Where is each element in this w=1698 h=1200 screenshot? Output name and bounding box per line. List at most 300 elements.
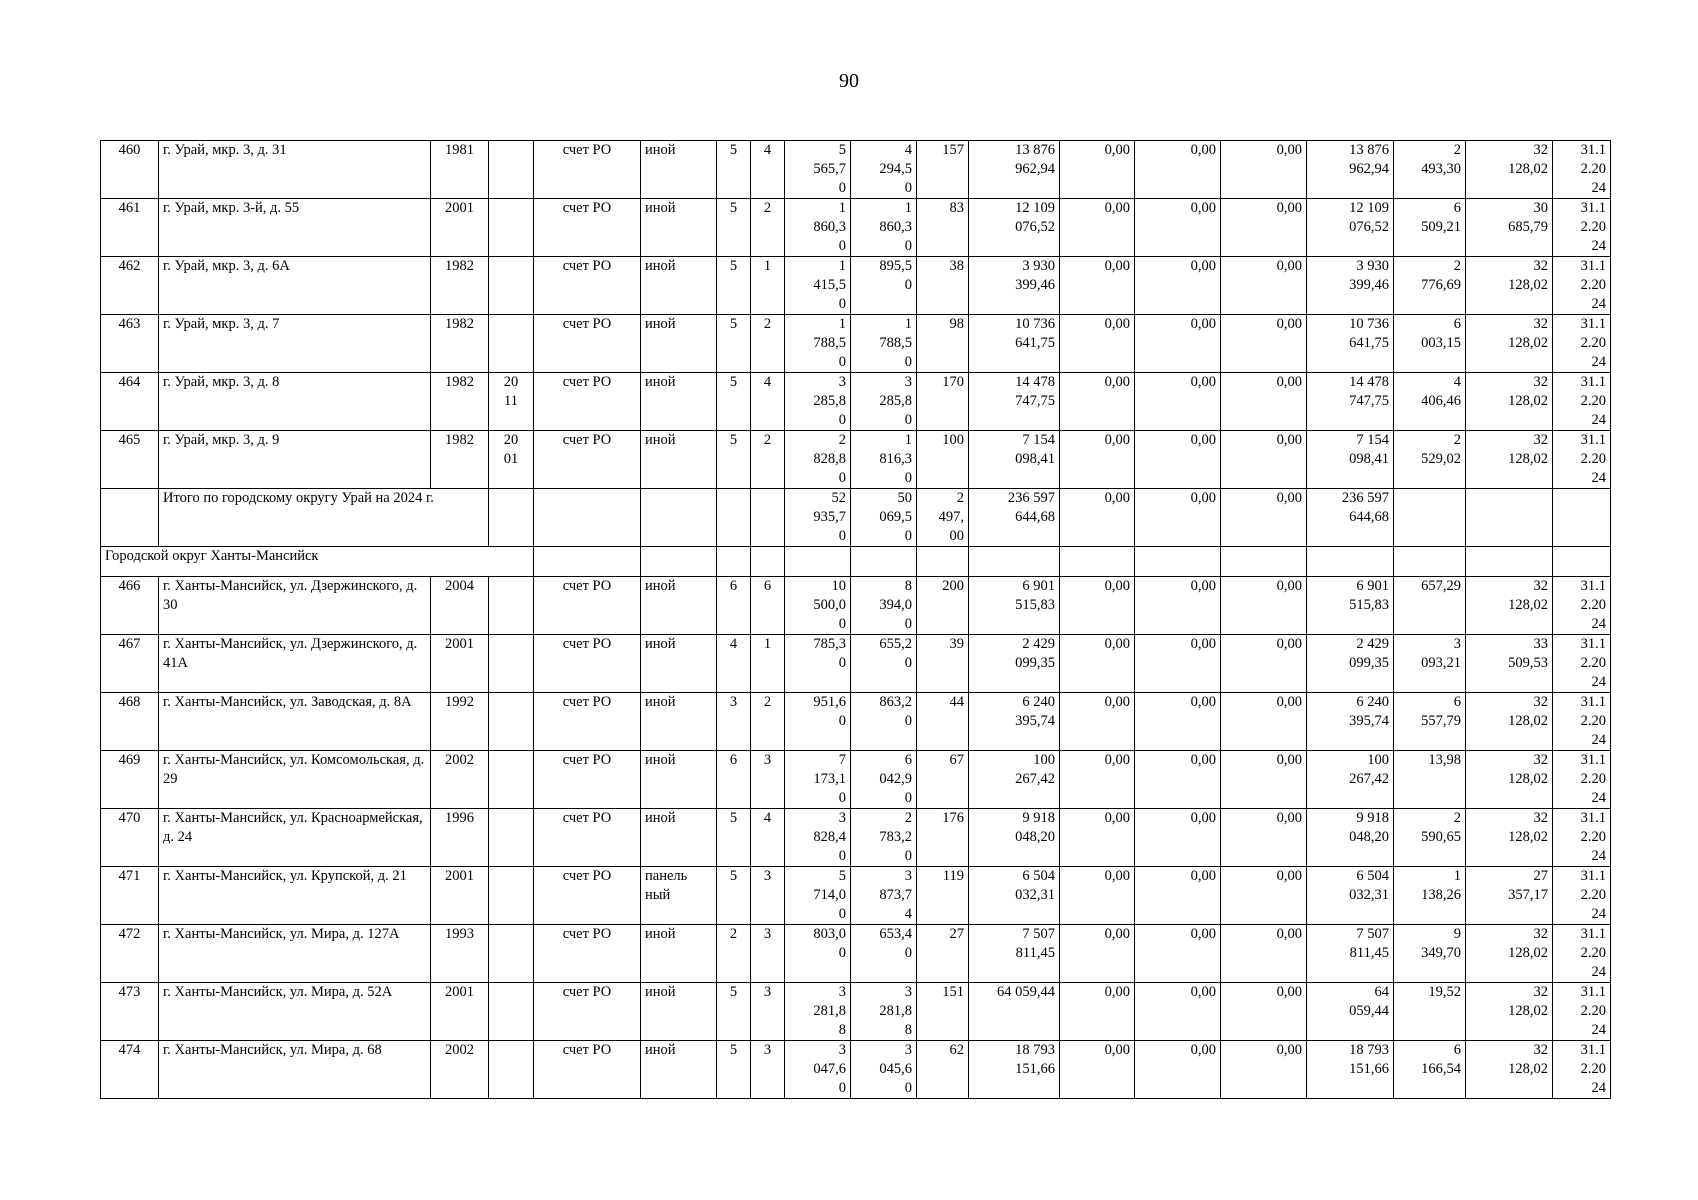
total-cost-total-cell: 236 597 644,68	[969, 489, 1060, 547]
limit-per-sqm-cell: 32 128,02	[1466, 693, 1553, 751]
cost-fund-reform-cell: 0,00	[1060, 693, 1135, 751]
row-number-cell: 474	[101, 1041, 159, 1099]
completion-date-cell	[1553, 547, 1611, 577]
cost-per-sqm-cell: 3 093,21	[1394, 635, 1466, 693]
living-area-cell: 655,2 0	[851, 635, 917, 693]
cost-per-sqm-cell: 2 776,69	[1394, 257, 1466, 315]
cost-regional-budget-cell: 0,00	[1135, 373, 1221, 431]
floors-cell: 5	[717, 315, 751, 373]
cost-local-budget-cell: 0,00	[1221, 693, 1307, 751]
residents-cell: 98	[917, 315, 969, 373]
row-number-cell: 465	[101, 431, 159, 489]
funding-method-cell: счет РО	[534, 141, 641, 199]
funding-method-cell: счет РО	[534, 635, 641, 693]
residents-cell: 67	[917, 751, 969, 809]
cost-regional-budget-total-cell: 0,00	[1135, 489, 1221, 547]
limit-per-sqm-cell: 32 128,02	[1466, 983, 1553, 1041]
cost-regional-budget-cell: 0,00	[1135, 1041, 1221, 1099]
year-renovated-cell	[489, 635, 534, 693]
limit-per-sqm-cell: 32 128,02	[1466, 431, 1553, 489]
total-cost-cell: 13 876 962,94	[969, 141, 1060, 199]
table-row	[101, 925, 1611, 983]
total-cost-cell: 14 478 747,75	[969, 373, 1060, 431]
year-renovated-cell	[489, 809, 534, 867]
cost-owners-cell: 6 240 395,74	[1307, 693, 1394, 751]
wall-material-cell: иной	[641, 751, 717, 809]
funding-method-cell	[534, 489, 641, 547]
cost-per-sqm-cell: 4 406,46	[1394, 373, 1466, 431]
total-label: Итого по городскому округу Урай на 2024 г.	[159, 489, 489, 547]
address-cell: г. Ханты-Мансийск, ул. Мира, д. 52А	[159, 983, 431, 1041]
living-area-cell: 1 860,3 0	[851, 199, 917, 257]
table-row	[101, 809, 1611, 867]
floors-cell: 5	[717, 867, 751, 925]
cost-regional-budget-cell: 0,00	[1135, 577, 1221, 635]
completion-date-cell: 31.1 2.20 24	[1553, 199, 1611, 257]
funding-method-cell: счет РО	[534, 925, 641, 983]
cost-fund-reform-cell: 0,00	[1060, 635, 1135, 693]
total-cost-cell: 10 736 641,75	[969, 315, 1060, 373]
cost-owners-cell: 64 059,44	[1307, 983, 1394, 1041]
completion-date-cell: 31.1 2.20 24	[1553, 635, 1611, 693]
year-built-cell: 1981	[431, 141, 489, 199]
total-area-cell: 1 860,3 0	[785, 199, 851, 257]
table-row	[101, 693, 1611, 751]
total-cost-cell: 7 154 098,41	[969, 431, 1060, 489]
residents-cell: 100	[917, 431, 969, 489]
cost-per-sqm-cell: 2 590,65	[1394, 809, 1466, 867]
year-built-cell: 2002	[431, 1041, 489, 1099]
cost-regional-budget-cell: 0,00	[1135, 257, 1221, 315]
cost-per-sqm-cell: 6 003,15	[1394, 315, 1466, 373]
entrances-cell: 2	[751, 431, 785, 489]
table-row	[101, 373, 1611, 431]
funding-method-cell: счет РО	[534, 315, 641, 373]
cost-local-budget-cell: 0,00	[1221, 315, 1307, 373]
row-number-cell: 471	[101, 867, 159, 925]
total-area-cell: 3 281,8 8	[785, 983, 851, 1041]
row-number-cell: 464	[101, 373, 159, 431]
cost-regional-budget-cell: 0,00	[1135, 983, 1221, 1041]
cost-fund-reform-cell: 0,00	[1060, 983, 1135, 1041]
cost-local-budget-cell: 0,00	[1221, 925, 1307, 983]
table-row	[101, 577, 1611, 635]
floors-cell: 5	[717, 141, 751, 199]
funding-method-cell: счет РО	[534, 577, 641, 635]
living-area-cell: 863,2 0	[851, 693, 917, 751]
table-row	[101, 983, 1611, 1041]
cost-regional-budget-cell: 0,00	[1135, 199, 1221, 257]
cost-per-sqm-cell: 2 493,30	[1394, 141, 1466, 199]
address-cell: г. Ханты-Мансийск, ул. Мира, д. 127А	[159, 925, 431, 983]
floors-cell: 4	[717, 635, 751, 693]
wall-material-cell: иной	[641, 431, 717, 489]
cost-owners-cell: 10 736 641,75	[1307, 315, 1394, 373]
floors-cell: 5	[717, 809, 751, 867]
limit-per-sqm-cell: 27 357,17	[1466, 867, 1553, 925]
cost-local-budget-cell: 0,00	[1221, 635, 1307, 693]
cost-fund-reform-cell: 0,00	[1060, 431, 1135, 489]
row-number-cell: 472	[101, 925, 159, 983]
completion-date-cell: 31.1 2.20 24	[1553, 867, 1611, 925]
total-row	[101, 489, 1611, 547]
cost-local-budget-cell: 0,00	[1221, 257, 1307, 315]
funding-method-cell: счет РО	[534, 431, 641, 489]
year-renovated-cell	[489, 693, 534, 751]
limit-per-sqm-cell: 32 128,02	[1466, 1041, 1553, 1099]
address-cell: г. Урай, мкр. 3, д. 7	[159, 315, 431, 373]
entrances-cell: 4	[751, 373, 785, 431]
entrances-cell	[751, 489, 785, 547]
cost-per-sqm-cell: 1 138,26	[1394, 867, 1466, 925]
wall-material-cell: иной	[641, 141, 717, 199]
total-area-cell: 10 500,0 0	[785, 577, 851, 635]
funding-method-cell: счет РО	[534, 809, 641, 867]
floors-cell: 2	[717, 925, 751, 983]
living-area-cell: 8 394,0 0	[851, 577, 917, 635]
residents-cell: 39	[917, 635, 969, 693]
residents-cell: 44	[917, 693, 969, 751]
cost-fund-reform-cell: 0,00	[1060, 751, 1135, 809]
living-area-cell: 2 783,2 0	[851, 809, 917, 867]
row-number-cell: 462	[101, 257, 159, 315]
year-renovated-cell: 20 01	[489, 431, 534, 489]
cost-regional-budget-cell: 0,00	[1135, 925, 1221, 983]
cost-local-budget-cell: 0,00	[1221, 1041, 1307, 1099]
funding-method-cell: счет РО	[534, 867, 641, 925]
total-cost-cell: 6 504 032,31	[969, 867, 1060, 925]
completion-date-cell: 31.1 2.20 24	[1553, 751, 1611, 809]
limit-per-sqm-cell: 32 128,02	[1466, 373, 1553, 431]
cost-owners-total-cell: 236 597 644,68	[1307, 489, 1394, 547]
cost-per-sqm-cell: 19,52	[1394, 983, 1466, 1041]
entrances-cell: 4	[751, 809, 785, 867]
wall-material-cell: иной	[641, 257, 717, 315]
total-cost-cell: 100 267,42	[969, 751, 1060, 809]
cost-fund-reform-cell: 0,00	[1060, 141, 1135, 199]
year-built-cell: 1982	[431, 373, 489, 431]
row-number-cell: 461	[101, 199, 159, 257]
cost-local-budget-cell: 0,00	[1221, 141, 1307, 199]
year-renovated-cell	[489, 199, 534, 257]
cost-local-budget-cell: 0,00	[1221, 373, 1307, 431]
cost-regional-budget-cell: 0,00	[1135, 315, 1221, 373]
living-area-cell: 895,5 0	[851, 257, 917, 315]
residents-cell: 151	[917, 983, 969, 1041]
cost-owners-cell: 6 504 032,31	[1307, 867, 1394, 925]
year-built-cell: 2001	[431, 867, 489, 925]
wall-material-cell	[641, 489, 717, 547]
address-cell: г. Урай, мкр. 3, д. 31	[159, 141, 431, 199]
living-area-cell: 1 788,5 0	[851, 315, 917, 373]
cost-per-sqm-total-cell	[1394, 489, 1466, 547]
year-built-cell: 2002	[431, 751, 489, 809]
cost-owners-cell: 7 154 098,41	[1307, 431, 1394, 489]
limit-per-sqm-total-cell	[1466, 489, 1553, 547]
cost-fund-reform-cell: 0,00	[1060, 867, 1135, 925]
floors-cell: 5	[717, 257, 751, 315]
total-cost-cell: 6 901 515,83	[969, 577, 1060, 635]
completion-date-cell: 31.1 2.20 24	[1553, 1041, 1611, 1099]
address-cell: г. Урай, мкр. 3, д. 6А	[159, 257, 431, 315]
residents-cell: 83	[917, 199, 969, 257]
table-row	[101, 257, 1611, 315]
funding-method-cell: счет РО	[534, 373, 641, 431]
entrances-cell: 3	[751, 867, 785, 925]
year-built-cell: 2001	[431, 635, 489, 693]
total-area-cell: 1 415,5 0	[785, 257, 851, 315]
entrances-cell: 6	[751, 577, 785, 635]
year-renovated-cell	[489, 489, 534, 547]
cost-per-sqm-cell: 657,29	[1394, 577, 1466, 635]
year-renovated-cell	[489, 257, 534, 315]
wall-material-cell: иной	[641, 693, 717, 751]
cost-regional-budget-cell: 0,00	[1135, 809, 1221, 867]
cost-regional-budget-cell	[1135, 547, 1221, 577]
table-row	[101, 141, 1611, 199]
row-number-cell: 466	[101, 577, 159, 635]
entrances-cell: 3	[751, 925, 785, 983]
completion-date-cell: 31.1 2.20 24	[1553, 577, 1611, 635]
entrances-cell: 1	[751, 257, 785, 315]
year-built-cell: 2001	[431, 199, 489, 257]
total-cost-cell: 9 918 048,20	[969, 809, 1060, 867]
cost-fund-reform-cell: 0,00	[1060, 925, 1135, 983]
total-cost-cell: 7 507 811,45	[969, 925, 1060, 983]
cost-local-budget-total-cell: 0,00	[1221, 489, 1307, 547]
wall-material-cell: панель ный	[641, 867, 717, 925]
year-renovated-cell	[489, 751, 534, 809]
limit-per-sqm-cell: 32 128,02	[1466, 257, 1553, 315]
year-built-cell: 1993	[431, 925, 489, 983]
cost-per-sqm-cell: 6 166,54	[1394, 1041, 1466, 1099]
funding-method-cell: счет РО	[534, 257, 641, 315]
wall-material-cell: иной	[641, 635, 717, 693]
living-area-cell: 3 285,8 0	[851, 373, 917, 431]
total-area-cell: 2 828,8 0	[785, 431, 851, 489]
cost-local-budget-cell: 0,00	[1221, 199, 1307, 257]
entrances-cell: 3	[751, 983, 785, 1041]
floors-cell: 6	[717, 577, 751, 635]
cost-owners-cell	[1307, 547, 1394, 577]
completion-date-cell: 31.1 2.20 24	[1553, 431, 1611, 489]
limit-per-sqm-cell: 32 128,02	[1466, 925, 1553, 983]
funding-method-cell: счет РО	[534, 693, 641, 751]
cost-owners-cell: 2 429 099,35	[1307, 635, 1394, 693]
wall-material-cell: иной	[641, 1041, 717, 1099]
living-area-cell: 653,4 0	[851, 925, 917, 983]
cost-regional-budget-cell: 0,00	[1135, 751, 1221, 809]
total-area-cell: 5 714,0 0	[785, 867, 851, 925]
cost-local-budget-cell: 0,00	[1221, 577, 1307, 635]
living-area-total-cell: 50 069,5 0	[851, 489, 917, 547]
cost-per-sqm-cell: 9 349,70	[1394, 925, 1466, 983]
cost-local-budget-cell: 0,00	[1221, 751, 1307, 809]
living-area-cell	[851, 547, 917, 577]
cost-local-budget-cell: 0,00	[1221, 983, 1307, 1041]
cost-owners-cell: 6 901 515,83	[1307, 577, 1394, 635]
entrances-cell: 2	[751, 199, 785, 257]
cost-fund-reform-cell: 0,00	[1060, 809, 1135, 867]
entrances-cell	[751, 547, 785, 577]
wall-material-cell	[641, 547, 717, 577]
cost-owners-cell: 3 930 399,46	[1307, 257, 1394, 315]
entrances-cell: 3	[751, 751, 785, 809]
wall-material-cell: иной	[641, 577, 717, 635]
living-area-cell: 1 816,3 0	[851, 431, 917, 489]
residents-cell: 176	[917, 809, 969, 867]
total-area-cell: 785,3 0	[785, 635, 851, 693]
address-cell: г. Ханты-Мансийск, ул. Крупской, д. 21	[159, 867, 431, 925]
total-area-total-cell: 52 935,7 0	[785, 489, 851, 547]
housing-register-table	[100, 140, 1611, 1099]
cost-owners-cell: 13 876 962,94	[1307, 141, 1394, 199]
total-area-cell: 803,0 0	[785, 925, 851, 983]
cost-owners-cell: 100 267,42	[1307, 751, 1394, 809]
address-cell: г. Ханты-Мансийск, ул. Заводская, д. 8А	[159, 693, 431, 751]
entrances-cell: 4	[751, 141, 785, 199]
cost-local-budget-cell	[1221, 547, 1307, 577]
residents-cell: 200	[917, 577, 969, 635]
section-heading: Городской округ Ханты-Мансийск	[101, 547, 534, 577]
completion-date-cell: 31.1 2.20 24	[1553, 373, 1611, 431]
table-row	[101, 1041, 1611, 1099]
living-area-cell: 4 294,5 0	[851, 141, 917, 199]
total-area-cell: 3 828,4 0	[785, 809, 851, 867]
total-area-cell	[785, 547, 851, 577]
limit-per-sqm-cell: 32 128,02	[1466, 809, 1553, 867]
total-cost-cell: 3 930 399,46	[969, 257, 1060, 315]
floors-cell: 5	[717, 431, 751, 489]
total-area-cell: 3 285,8 0	[785, 373, 851, 431]
table-row	[101, 431, 1611, 489]
cost-fund-reform-cell: 0,00	[1060, 577, 1135, 635]
year-built-cell: 2001	[431, 983, 489, 1041]
address-cell: г. Урай, мкр. 3, д. 8	[159, 373, 431, 431]
wall-material-cell: иной	[641, 983, 717, 1041]
living-area-cell: 3 281,8 8	[851, 983, 917, 1041]
year-renovated-cell	[489, 141, 534, 199]
limit-per-sqm-cell: 32 128,02	[1466, 141, 1553, 199]
table-row	[101, 199, 1611, 257]
funding-method-cell: счет РО	[534, 983, 641, 1041]
year-built-cell: 1982	[431, 315, 489, 373]
funding-method-cell: счет РО	[534, 199, 641, 257]
cost-regional-budget-cell: 0,00	[1135, 867, 1221, 925]
cost-fund-reform-total-cell: 0,00	[1060, 489, 1135, 547]
cost-regional-budget-cell: 0,00	[1135, 693, 1221, 751]
completion-date-cell: 31.1 2.20 24	[1553, 141, 1611, 199]
floors-cell	[717, 547, 751, 577]
row-number-cell: 473	[101, 983, 159, 1041]
year-renovated-cell	[489, 315, 534, 373]
table-row	[101, 751, 1611, 809]
cost-per-sqm-cell: 13,98	[1394, 751, 1466, 809]
cost-owners-cell: 18 793 151,66	[1307, 1041, 1394, 1099]
cost-fund-reform-cell: 0,00	[1060, 373, 1135, 431]
residents-cell: 170	[917, 373, 969, 431]
floors-cell: 5	[717, 199, 751, 257]
completion-date-cell: 31.1 2.20 24	[1553, 257, 1611, 315]
address-cell: г. Ханты-Мансийск, ул. Дзержинского, д. 41А	[159, 635, 431, 693]
cost-fund-reform-cell: 0,00	[1060, 257, 1135, 315]
limit-per-sqm-cell	[1466, 547, 1553, 577]
total-area-cell: 5 565,7 0	[785, 141, 851, 199]
year-renovated-cell	[489, 1041, 534, 1099]
table-row	[101, 867, 1611, 925]
residents-cell: 27	[917, 925, 969, 983]
cost-per-sqm-cell: 6 557,79	[1394, 693, 1466, 751]
cost-regional-budget-cell: 0,00	[1135, 431, 1221, 489]
total-cost-cell: 2 429 099,35	[969, 635, 1060, 693]
address-cell: г. Ханты-Мансийск, ул. Мира, д. 68	[159, 1041, 431, 1099]
living-area-cell: 3 045,6 0	[851, 1041, 917, 1099]
completion-date-cell: 31.1 2.20 24	[1553, 809, 1611, 867]
living-area-cell: 3 873,7 4	[851, 867, 917, 925]
funding-method-cell: счет РО	[534, 751, 641, 809]
cost-per-sqm-cell	[1394, 547, 1466, 577]
funding-method-cell: счет РО	[534, 1041, 641, 1099]
year-built-cell: 2004	[431, 577, 489, 635]
cost-local-budget-cell: 0,00	[1221, 867, 1307, 925]
wall-material-cell: иной	[641, 809, 717, 867]
cost-regional-budget-cell: 0,00	[1135, 635, 1221, 693]
year-built-cell: 1992	[431, 693, 489, 751]
address-cell: г. Урай, мкр. 3-й, д. 55	[159, 199, 431, 257]
row-number-cell: 470	[101, 809, 159, 867]
total-area-cell: 3 047,6 0	[785, 1041, 851, 1099]
total-cost-cell: 18 793 151,66	[969, 1041, 1060, 1099]
cost-per-sqm-cell: 2 529,02	[1394, 431, 1466, 489]
cost-owners-cell: 12 109 076,52	[1307, 199, 1394, 257]
cost-owners-cell: 7 507 811,45	[1307, 925, 1394, 983]
year-renovated-cell	[489, 983, 534, 1041]
completion-date-total-cell	[1553, 489, 1611, 547]
residents-total-cell: 2 497, 00	[917, 489, 969, 547]
residents-cell	[917, 547, 969, 577]
residents-cell: 157	[917, 141, 969, 199]
table-row	[101, 635, 1611, 693]
row-number-cell: 469	[101, 751, 159, 809]
row-number-cell: 468	[101, 693, 159, 751]
address-cell: г. Ханты-Мансийск, ул. Красноармейская, д. 24	[159, 809, 431, 867]
total-cost-cell: 6 240 395,74	[969, 693, 1060, 751]
entrances-cell: 1	[751, 635, 785, 693]
total-cost-cell: 64 059,44	[969, 983, 1060, 1041]
year-renovated-cell: 20 11	[489, 373, 534, 431]
year-built-cell: 1982	[431, 431, 489, 489]
year-built-cell: 1982	[431, 257, 489, 315]
limit-per-sqm-cell: 32 128,02	[1466, 751, 1553, 809]
total-cost-cell: 12 109 076,52	[969, 199, 1060, 257]
completion-date-cell: 31.1 2.20 24	[1553, 315, 1611, 373]
cost-fund-reform-cell	[1060, 547, 1135, 577]
row-number-cell	[101, 489, 159, 547]
wall-material-cell: иной	[641, 199, 717, 257]
total-cost-cell	[969, 547, 1060, 577]
floors-cell	[717, 489, 751, 547]
floors-cell: 3	[717, 693, 751, 751]
cost-local-budget-cell: 0,00	[1221, 809, 1307, 867]
limit-per-sqm-cell: 32 128,02	[1466, 315, 1553, 373]
cost-per-sqm-cell: 6 509,21	[1394, 199, 1466, 257]
completion-date-cell: 31.1 2.20 24	[1553, 925, 1611, 983]
total-area-cell: 951,6 0	[785, 693, 851, 751]
cost-fund-reform-cell: 0,00	[1060, 315, 1135, 373]
limit-per-sqm-cell: 32 128,02	[1466, 577, 1553, 635]
wall-material-cell: иной	[641, 315, 717, 373]
entrances-cell: 2	[751, 693, 785, 751]
